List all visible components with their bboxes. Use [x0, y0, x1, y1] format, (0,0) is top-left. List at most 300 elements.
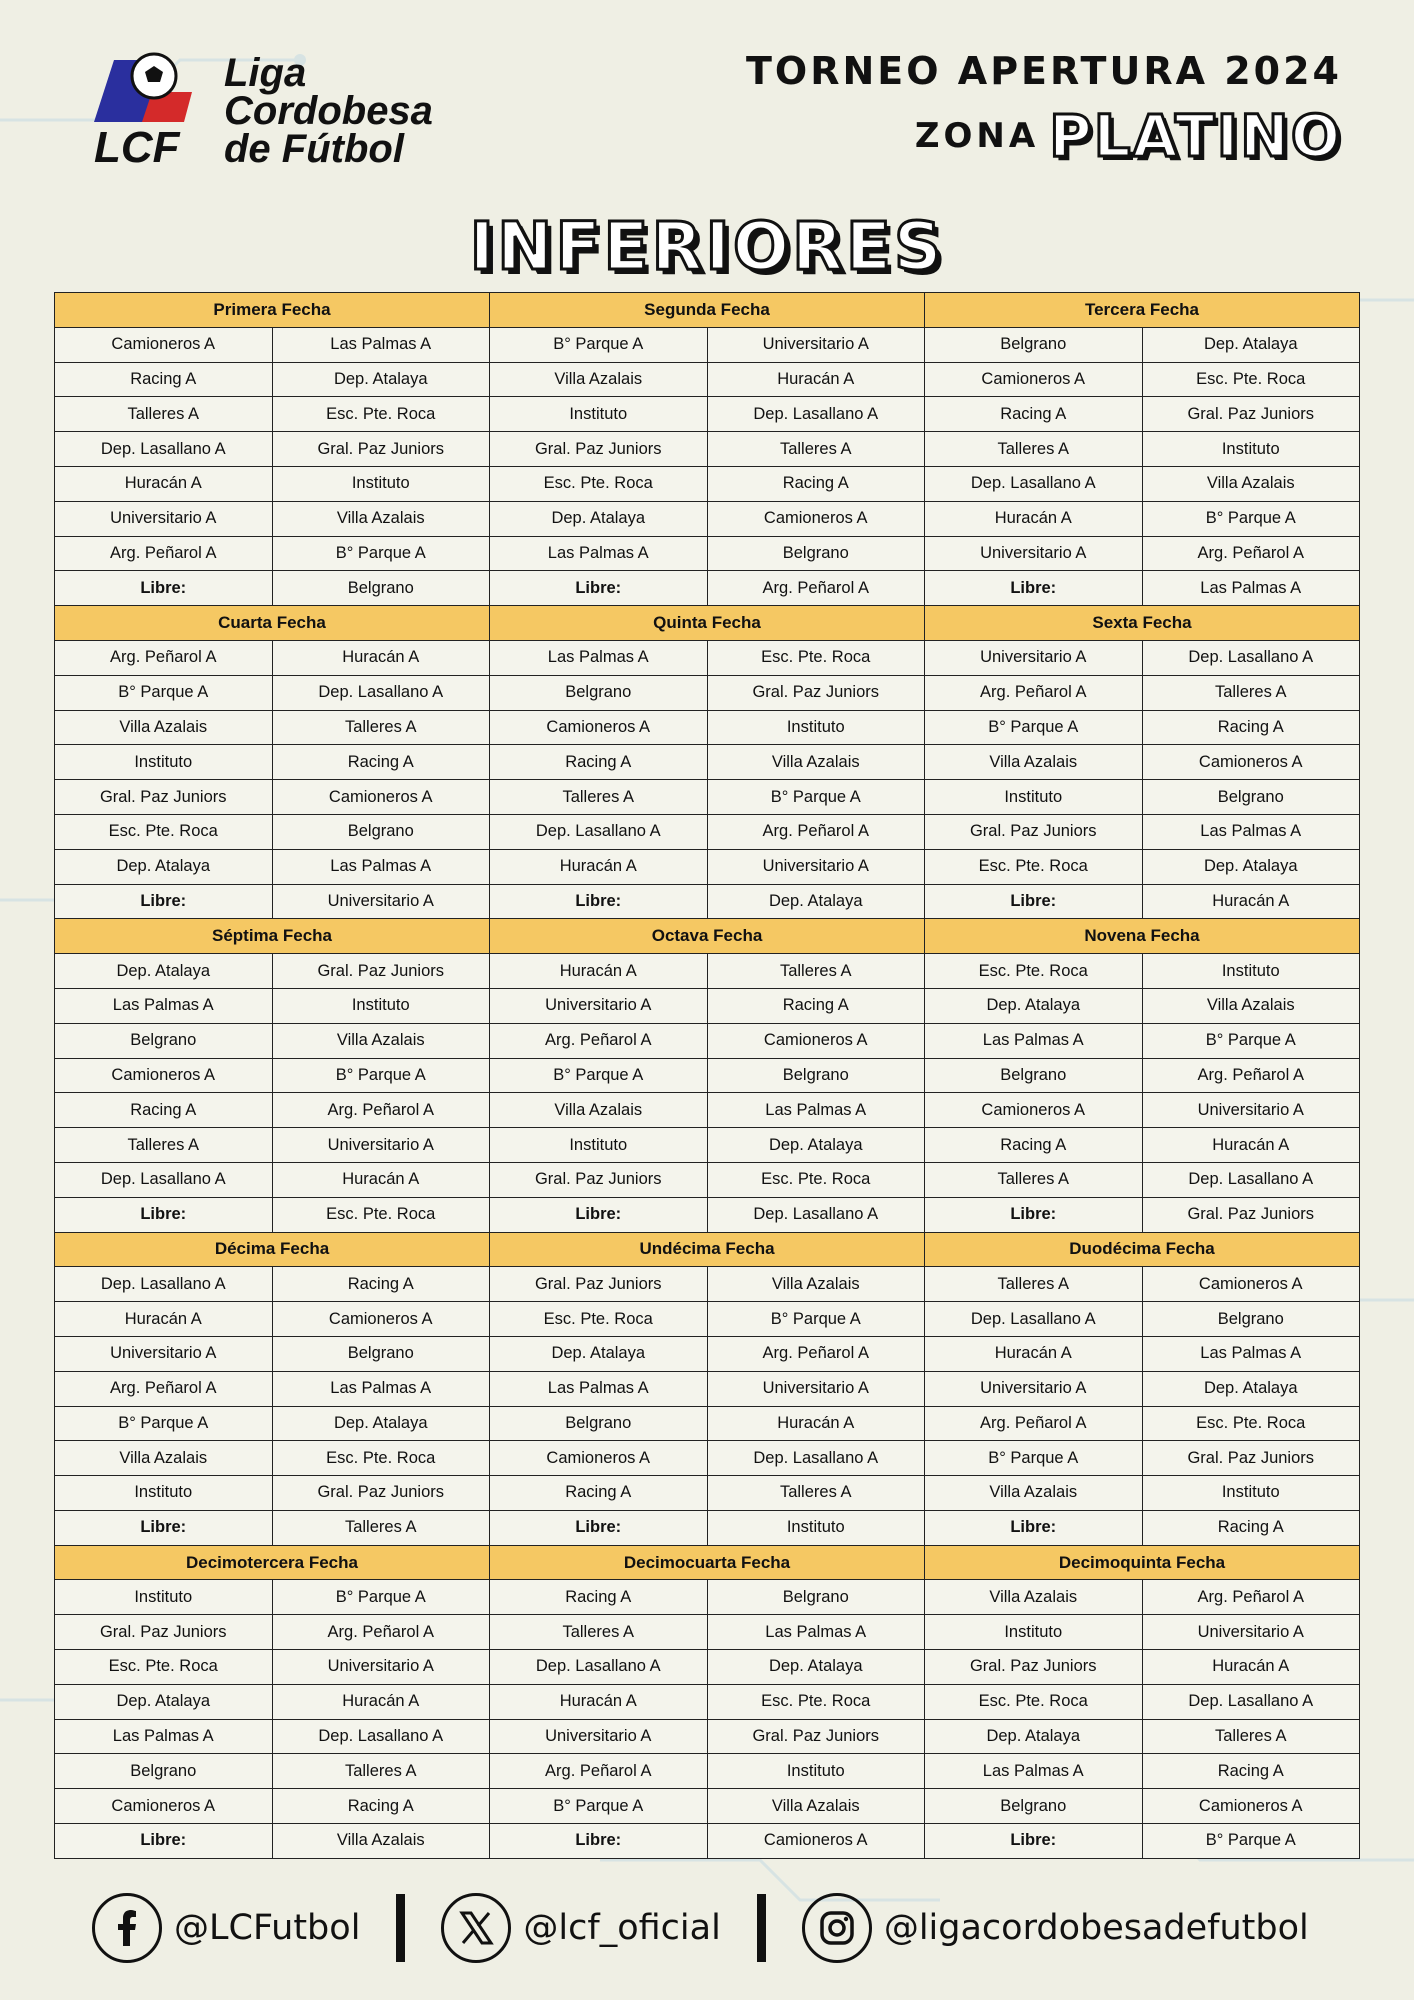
away-team: Talleres A: [272, 710, 490, 745]
away-team: Esc. Pte. Roca: [272, 397, 490, 432]
away-team: Dep. Atalaya: [1142, 849, 1360, 884]
match-row: [55, 1302, 1360, 1337]
round-title: Séptima Fecha: [55, 919, 490, 954]
home-team: Dep. Lasallano A: [490, 1650, 708, 1685]
away-team: Dep. Lasallano A: [1142, 640, 1360, 675]
home-team: Camioneros A: [55, 1789, 273, 1824]
home-team: Villa Azalais: [490, 362, 708, 397]
bye-team: Villa Azalais: [272, 1824, 490, 1859]
section-title: INFERIORES: [469, 208, 945, 285]
home-team: Huracán A: [55, 466, 273, 501]
bye-team: Dep. Atalaya: [707, 884, 925, 919]
match-row: [55, 1371, 1360, 1406]
round-title: Decimocuarta Fecha: [490, 1545, 925, 1580]
away-team: Arg. Peñarol A: [1142, 1058, 1360, 1093]
home-team: Las Palmas A: [55, 1719, 273, 1754]
home-team: Camioneros A: [55, 327, 273, 362]
tournament-title: TORNEO APERTURA 2024: [746, 49, 1342, 93]
away-team: Universitario A: [707, 849, 925, 884]
home-team: Instituto: [925, 780, 1143, 815]
away-team: Dep. Lasallano A: [707, 397, 925, 432]
round-title: Decimoquinta Fecha: [925, 1545, 1360, 1580]
away-team: Gral. Paz Juniors: [1142, 397, 1360, 432]
away-team: Belgrano: [272, 814, 490, 849]
away-team: Huracán A: [272, 640, 490, 675]
home-team: Racing A: [490, 1580, 708, 1615]
home-team: Arg. Peñarol A: [490, 1754, 708, 1789]
home-team: Gral. Paz Juniors: [925, 1650, 1143, 1685]
bye-team: Arg. Peñarol A: [707, 571, 925, 606]
bye-team: Las Palmas A: [1142, 571, 1360, 606]
away-team: Villa Azalais: [707, 745, 925, 780]
away-team: Talleres A: [1142, 675, 1360, 710]
away-team: Gral. Paz Juniors: [707, 675, 925, 710]
home-team: Racing A: [55, 1093, 273, 1128]
x-link[interactable]: [441, 1893, 720, 1963]
home-team: Huracán A: [925, 501, 1143, 536]
home-team: Instituto: [490, 397, 708, 432]
home-team: Talleres A: [925, 1267, 1143, 1302]
bye-team: Universitario A: [272, 884, 490, 919]
match-row: [55, 640, 1360, 675]
bye-team: Belgrano: [272, 571, 490, 606]
away-team: Talleres A: [707, 954, 925, 989]
league-logo: [92, 52, 452, 172]
away-team: Instituto: [272, 988, 490, 1023]
match-row: [55, 849, 1360, 884]
away-team: Gral. Paz Juniors: [272, 954, 490, 989]
away-team: B° Parque A: [272, 536, 490, 571]
home-team: Racing A: [490, 745, 708, 780]
away-team: Racing A: [272, 1267, 490, 1302]
round-header-row: [55, 919, 1360, 954]
home-team: Racing A: [925, 1128, 1143, 1163]
away-team: Esc. Pte. Roca: [707, 1684, 925, 1719]
home-team: Gral. Paz Juniors: [490, 1162, 708, 1197]
away-team: Camioneros A: [1142, 1267, 1360, 1302]
home-team: Esc. Pte. Roca: [490, 1302, 708, 1337]
match-row: [55, 745, 1360, 780]
away-team: Dep. Lasallano A: [272, 1719, 490, 1754]
home-team: Esc. Pte. Roca: [925, 849, 1143, 884]
away-team: Esc. Pte. Roca: [1142, 362, 1360, 397]
away-team: Instituto: [272, 466, 490, 501]
away-team: Talleres A: [707, 432, 925, 467]
match-row: [55, 1267, 1360, 1302]
away-team: Instituto: [1142, 954, 1360, 989]
round-title: Sexta Fecha: [925, 606, 1360, 641]
away-team: Huracán A: [707, 1406, 925, 1441]
away-team: Las Palmas A: [272, 1371, 490, 1406]
away-team: B° Parque A: [272, 1580, 490, 1615]
away-team: Las Palmas A: [272, 849, 490, 884]
away-team: Dep. Atalaya: [707, 1128, 925, 1163]
home-team: Esc. Pte. Roca: [55, 1650, 273, 1685]
bye-row: [55, 884, 1360, 919]
match-row: [55, 1580, 1360, 1615]
home-team: Instituto: [55, 1580, 273, 1615]
home-team: Universitario A: [55, 501, 273, 536]
away-team: Huracán A: [1142, 1650, 1360, 1685]
home-team: Huracán A: [925, 1336, 1143, 1371]
away-team: B° Parque A: [707, 780, 925, 815]
away-team: Las Palmas A: [1142, 814, 1360, 849]
away-team: Dep. Lasallano A: [272, 675, 490, 710]
bye-label: Libre:: [55, 1824, 273, 1859]
home-team: Las Palmas A: [490, 536, 708, 571]
home-team: Belgrano: [55, 1754, 273, 1789]
home-team: Las Palmas A: [925, 1754, 1143, 1789]
facebook-link[interactable]: [92, 1893, 360, 1963]
away-team: Camioneros A: [272, 1302, 490, 1337]
bye-label: Libre:: [490, 884, 708, 919]
bye-team: Esc. Pte. Roca: [272, 1197, 490, 1232]
round-title: Tercera Fecha: [925, 293, 1360, 328]
logo-line-1: Liga: [224, 51, 307, 95]
away-team: Villa Azalais: [707, 1267, 925, 1302]
instagram-icon: [802, 1893, 872, 1963]
home-team: Arg. Peñarol A: [55, 1371, 273, 1406]
home-team: Villa Azalais: [925, 745, 1143, 780]
away-team: Camioneros A: [272, 780, 490, 815]
bye-label: Libre:: [490, 1510, 708, 1545]
away-team: Racing A: [272, 745, 490, 780]
home-team: Universitario A: [490, 1719, 708, 1754]
home-team: Talleres A: [490, 1615, 708, 1650]
home-team: Belgrano: [925, 1058, 1143, 1093]
home-team: Arg. Peñarol A: [55, 640, 273, 675]
home-team: Arg. Peñarol A: [925, 1406, 1143, 1441]
home-team: Las Palmas A: [55, 988, 273, 1023]
away-team: Dep. Atalaya: [272, 1406, 490, 1441]
home-team: Dep. Lasallano A: [55, 1267, 273, 1302]
home-team: Universitario A: [925, 1371, 1143, 1406]
home-team: Dep. Atalaya: [55, 1684, 273, 1719]
bye-team: B° Parque A: [1142, 1824, 1360, 1859]
away-team: Universitario A: [272, 1650, 490, 1685]
round-title: Duodécima Fecha: [925, 1232, 1360, 1267]
away-team: Camioneros A: [1142, 745, 1360, 780]
home-team: Universitario A: [925, 536, 1143, 571]
match-row: [55, 1476, 1360, 1511]
away-team: Belgrano: [707, 1058, 925, 1093]
away-team: B° Parque A: [272, 1058, 490, 1093]
logo-abbr: LCF: [94, 123, 180, 170]
round-header-row: [55, 606, 1360, 641]
home-team: Dep. Atalaya: [925, 1719, 1143, 1754]
home-team: Racing A: [55, 362, 273, 397]
away-team: Esc. Pte. Roca: [707, 1162, 925, 1197]
bye-team: Huracán A: [1142, 884, 1360, 919]
match-row: [55, 675, 1360, 710]
away-team: Belgrano: [707, 1580, 925, 1615]
home-team: Huracán A: [490, 1684, 708, 1719]
home-team: Esc. Pte. Roca: [925, 1684, 1143, 1719]
away-team: Dep. Lasallano A: [1142, 1162, 1360, 1197]
match-row: [55, 780, 1360, 815]
away-team: Belgrano: [1142, 780, 1360, 815]
away-team: Arg. Peñarol A: [707, 1336, 925, 1371]
home-team: Gral. Paz Juniors: [490, 432, 708, 467]
match-row: [55, 1684, 1360, 1719]
away-team: Camioneros A: [707, 1023, 925, 1058]
home-team: Huracán A: [490, 954, 708, 989]
footer-divider: [396, 1894, 405, 1962]
match-row: [55, 1789, 1360, 1824]
away-team: Racing A: [1142, 1754, 1360, 1789]
tournament-header: [746, 46, 1342, 170]
home-team: Racing A: [925, 397, 1143, 432]
home-team: Talleres A: [55, 1128, 273, 1163]
home-team: Belgrano: [490, 675, 708, 710]
footer-divider: [757, 1894, 766, 1962]
round-header-row: [55, 1232, 1360, 1267]
away-team: Huracán A: [272, 1162, 490, 1197]
away-team: Instituto: [707, 710, 925, 745]
away-team: Racing A: [1142, 710, 1360, 745]
away-team: Racing A: [272, 1789, 490, 1824]
round-title: Quinta Fecha: [490, 606, 925, 641]
match-row: [55, 814, 1360, 849]
home-team: Villa Azalais: [925, 1476, 1143, 1511]
facebook-handle: @LCFutbol: [174, 1908, 361, 1948]
home-team: Dep. Lasallano A: [490, 814, 708, 849]
away-team: Dep. Lasallano A: [707, 1441, 925, 1476]
bye-label: Libre:: [55, 884, 273, 919]
logo-line-3: de Fútbol: [224, 127, 404, 171]
home-team: Belgrano: [490, 1406, 708, 1441]
match-row: [55, 536, 1360, 571]
away-team: Huracán A: [707, 362, 925, 397]
home-team: Arg. Peñarol A: [490, 1023, 708, 1058]
away-team: Racing A: [707, 988, 925, 1023]
bye-row: [55, 1824, 1360, 1859]
home-team: Villa Azalais: [55, 710, 273, 745]
away-team: Belgrano: [272, 1336, 490, 1371]
home-team: Esc. Pte. Roca: [55, 814, 273, 849]
match-row: [55, 397, 1360, 432]
home-team: B° Parque A: [925, 710, 1143, 745]
away-team: Universitario A: [1142, 1093, 1360, 1128]
away-team: Racing A: [707, 466, 925, 501]
match-row: [55, 466, 1360, 501]
social-footer: [92, 1888, 1332, 1968]
match-row: [55, 710, 1360, 745]
home-team: Las Palmas A: [490, 640, 708, 675]
home-team: Dep. Atalaya: [55, 954, 273, 989]
logo-mark-icon: [92, 52, 232, 170]
away-team: Talleres A: [707, 1476, 925, 1511]
home-team: Villa Azalais: [925, 1580, 1143, 1615]
away-team: B° Parque A: [1142, 1023, 1360, 1058]
bye-team: Dep. Lasallano A: [707, 1197, 925, 1232]
away-team: Arg. Peñarol A: [1142, 536, 1360, 571]
round-title: Décima Fecha: [55, 1232, 490, 1267]
match-row: [55, 1406, 1360, 1441]
match-row: [55, 1023, 1360, 1058]
bye-team: Talleres A: [272, 1510, 490, 1545]
away-team: Dep. Lasallano A: [1142, 1684, 1360, 1719]
match-row: [55, 1336, 1360, 1371]
match-row: [55, 1615, 1360, 1650]
away-team: Universitario A: [272, 1128, 490, 1163]
home-team: Instituto: [55, 745, 273, 780]
away-team: Belgrano: [1142, 1302, 1360, 1337]
match-row: [55, 1719, 1360, 1754]
zone-name: PLATINO: [1049, 102, 1342, 170]
away-team: Villa Azalais: [707, 1789, 925, 1824]
away-team: Gral. Paz Juniors: [272, 432, 490, 467]
bye-label: Libre:: [925, 1510, 1143, 1545]
bye-row: [55, 1510, 1360, 1545]
home-team: Universitario A: [55, 1336, 273, 1371]
fixture-table: [54, 292, 1360, 1859]
home-team: Gral. Paz Juniors: [55, 780, 273, 815]
round-header-row: [55, 1545, 1360, 1580]
away-team: Esc. Pte. Roca: [1142, 1406, 1360, 1441]
match-row: [55, 327, 1360, 362]
round-title: Segunda Fecha: [490, 293, 925, 328]
away-team: Esc. Pte. Roca: [272, 1441, 490, 1476]
away-team: Dep. Atalaya: [1142, 1371, 1360, 1406]
away-team: Talleres A: [1142, 1719, 1360, 1754]
home-team: Belgrano: [55, 1023, 273, 1058]
away-team: Esc. Pte. Roca: [707, 640, 925, 675]
away-team: Arg. Peñarol A: [707, 814, 925, 849]
bye-label: Libre:: [490, 571, 708, 606]
home-team: Instituto: [925, 1615, 1143, 1650]
x-icon: [441, 1893, 511, 1963]
away-team: B° Parque A: [1142, 501, 1360, 536]
home-team: Las Palmas A: [925, 1023, 1143, 1058]
home-team: B° Parque A: [55, 675, 273, 710]
away-team: Las Palmas A: [272, 327, 490, 362]
home-team: Esc. Pte. Roca: [490, 466, 708, 501]
home-team: B° Parque A: [490, 327, 708, 362]
away-team: Universitario A: [1142, 1615, 1360, 1650]
match-row: [55, 1162, 1360, 1197]
home-team: Belgrano: [925, 327, 1143, 362]
home-team: Universitario A: [925, 640, 1143, 675]
away-team: Universitario A: [707, 327, 925, 362]
away-team: Camioneros A: [1142, 1789, 1360, 1824]
instagram-link[interactable]: [802, 1893, 1309, 1963]
home-team: Huracán A: [55, 1302, 273, 1337]
home-team: Arg. Peñarol A: [55, 536, 273, 571]
home-team: Dep. Atalaya: [490, 501, 708, 536]
home-team: Las Palmas A: [490, 1371, 708, 1406]
home-team: Villa Azalais: [55, 1441, 273, 1476]
home-team: Dep. Lasallano A: [55, 1162, 273, 1197]
bye-team: Gral. Paz Juniors: [1142, 1197, 1360, 1232]
away-team: Villa Azalais: [1142, 466, 1360, 501]
away-team: Huracán A: [272, 1684, 490, 1719]
home-team: Gral. Paz Juniors: [55, 1615, 273, 1650]
match-row: [55, 954, 1360, 989]
away-team: Villa Azalais: [1142, 988, 1360, 1023]
home-team: Camioneros A: [925, 1093, 1143, 1128]
bye-label: Libre:: [925, 1197, 1143, 1232]
home-team: Esc. Pte. Roca: [925, 954, 1143, 989]
home-team: Talleres A: [55, 397, 273, 432]
home-team: Belgrano: [925, 1789, 1143, 1824]
round-title: Cuarta Fecha: [55, 606, 490, 641]
home-team: Dep. Atalaya: [925, 988, 1143, 1023]
bye-label: Libre:: [490, 1824, 708, 1859]
home-team: Dep. Lasallano A: [925, 466, 1143, 501]
bye-team: Racing A: [1142, 1510, 1360, 1545]
home-team: Villa Azalais: [490, 1093, 708, 1128]
away-team: Camioneros A: [707, 501, 925, 536]
away-team: Talleres A: [272, 1754, 490, 1789]
bye-label: Libre:: [490, 1197, 708, 1232]
home-team: Instituto: [55, 1476, 273, 1511]
logo-line-2: Cordobesa: [224, 89, 433, 133]
home-team: B° Parque A: [55, 1406, 273, 1441]
home-team: Huracán A: [490, 849, 708, 884]
round-title: Primera Fecha: [55, 293, 490, 328]
home-team: Talleres A: [925, 1162, 1143, 1197]
round-title: Undécima Fecha: [490, 1232, 925, 1267]
bye-label: Libre:: [55, 1197, 273, 1232]
bye-team: Camioneros A: [707, 1824, 925, 1859]
away-team: Las Palmas A: [1142, 1336, 1360, 1371]
home-team: Camioneros A: [490, 1441, 708, 1476]
home-team: Camioneros A: [55, 1058, 273, 1093]
away-team: Belgrano: [707, 536, 925, 571]
away-team: B° Parque A: [707, 1302, 925, 1337]
home-team: Instituto: [490, 1128, 708, 1163]
home-team: Dep. Atalaya: [490, 1336, 708, 1371]
match-row: [55, 501, 1360, 536]
home-team: Racing A: [490, 1476, 708, 1511]
home-team: B° Parque A: [490, 1058, 708, 1093]
away-team: Las Palmas A: [707, 1615, 925, 1650]
match-row: [55, 1754, 1360, 1789]
match-row: [55, 1058, 1360, 1093]
home-team: Universitario A: [490, 988, 708, 1023]
home-team: Camioneros A: [490, 710, 708, 745]
away-team: Gral. Paz Juniors: [707, 1719, 925, 1754]
away-team: Arg. Peñarol A: [272, 1615, 490, 1650]
bye-label: Libre:: [925, 1824, 1143, 1859]
home-team: Arg. Peñarol A: [925, 675, 1143, 710]
round-title: Novena Fecha: [925, 919, 1360, 954]
match-row: [55, 1093, 1360, 1128]
home-team: Gral. Paz Juniors: [925, 814, 1143, 849]
home-team: Talleres A: [925, 432, 1143, 467]
x-handle: @lcf_oficial: [523, 1908, 721, 1948]
away-team: Dep. Atalaya: [272, 362, 490, 397]
match-row: [55, 1128, 1360, 1163]
away-team: Las Palmas A: [707, 1093, 925, 1128]
away-team: Villa Azalais: [272, 501, 490, 536]
away-team: Villa Azalais: [272, 1023, 490, 1058]
home-team: Talleres A: [490, 780, 708, 815]
match-row: [55, 362, 1360, 397]
away-team: Universitario A: [707, 1371, 925, 1406]
match-row: [55, 1650, 1360, 1685]
home-team: B° Parque A: [490, 1789, 708, 1824]
home-team: Dep. Atalaya: [55, 849, 273, 884]
home-team: Gral. Paz Juniors: [490, 1267, 708, 1302]
away-team: Dep. Atalaya: [707, 1650, 925, 1685]
bye-label: Libre:: [925, 884, 1143, 919]
home-team: Dep. Lasallano A: [55, 432, 273, 467]
away-team: Gral. Paz Juniors: [1142, 1441, 1360, 1476]
round-header-row: [55, 293, 1360, 328]
round-title: Decimotercera Fecha: [55, 1545, 490, 1580]
